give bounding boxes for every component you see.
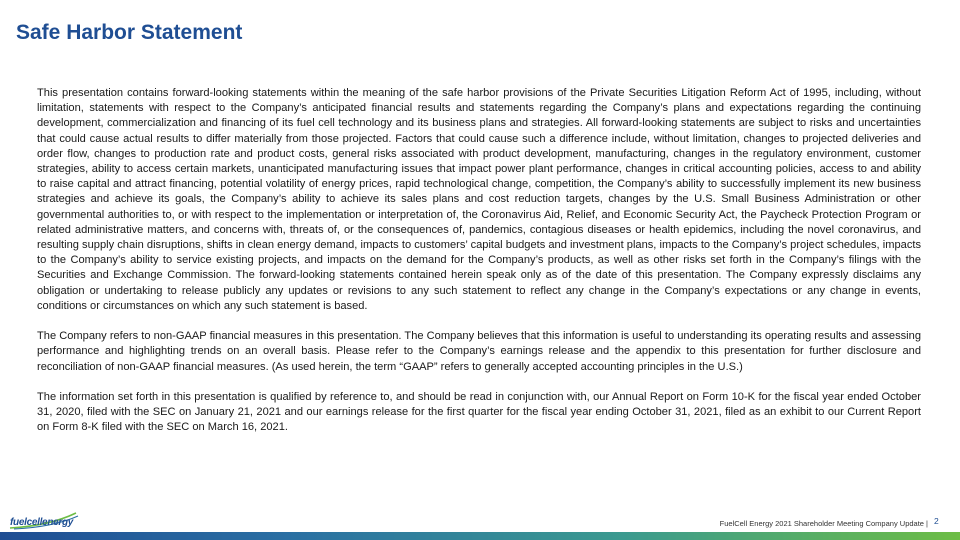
paragraph-forward-looking: This presentation contains forward-looking statements within the meaning of the safe harbor provisions of the Private Securities Litigation Reform Act of 1995, including, without limitation, statements with respect to the Company’s anticipated financial results and statements regarding the Company’s plans and expectations regarding the continuing development, commercialization and financing of its fuel cell technology and its business plans and strategies. All forward-looking statements are subject to risks and uncertainties that could cause actual results to differ materially from those projected. Factors that could cause such a difference include, without limitation, changes to projected deliveries and order flow, changes to production rate and product costs, general risks associated with product development, manufacturing, changes in the regulatory environment, customer strategies, ability to access certain markets, unanticipated manufacturing issues that impact power plant performance, changes in critical accounting policies, access to and ability to raise capital and attract financing, potential volatility of energy prices, rapid technological change, competition, the Company’s ability to successfully implement its new business strategies and achieve its goals, the Company’s ability to achieve its sales plans and cost reduction targets, changes by the U.S. Small Business Administration or other governmental authorities to, or with respect to the implementation or interpretation of, the Coronavirus Aid, Relief, and Economic Security Act, the Paycheck Protection Program or related administrative matters, and concerns with, threats of, or the consequences of, pandemics, contagious diseases or health epidemics, including the novel coronavirus, and resulting supply chain disruptions, shifts in clean energy demand, impacts to customers’ capital budgets and investment plans, impacts to the Company’s project schedules, impacts to the Company’s ability to service existing projects, and impacts on the demand for the Company’s products, as well as other risks set forth in the Company’s filings with the Securities and Exchange Commission. The forward-looking statements contained herein speak only as of the date of this presentation. The Company expressly disclaims any obligation or undertaking to release publicly any updates or revisions to any such statement to reflect any change in the Company’s expectations or any change in events, conditions or circumstances on which any such statement is based. (37, 87, 921, 312)
logo-text: fuelcellenergy (10, 517, 74, 528)
paragraph-non-gaap: The Company refers to non-GAAP financial measures in this presentation. The Company believes that this information is useful to understanding its operating results and assessing performance and highlighting trends on an overall basis. Please refer to the Company’s earnings release and the appendix to this presentation for further disclosure and reconciliation of non-GAAP financial measures. (As used herein, the term “GAAP” refers to generally accepted accounting principles in the U.S.) (37, 330, 921, 373)
page-number: 2 (934, 516, 939, 526)
footer-note: FuelCell Energy 2021 Shareholder Meeting Company Update | (719, 519, 928, 528)
slide-title: Safe Harbor Statement (16, 21, 243, 44)
paragraph-sec-filings: The information set forth in this presentation is qualified by reference to, and should be read in conjunction with, our Annual Report on Form 10-K for the fiscal year ended October 31, 2020, filed with the SEC on January 21, 2021 and our earnings release for the first quarter for the fiscal year ending October 31, 2021, filed as an exhibit to our Current Report on Form 8-K filed with the SEC on March 16, 2021. (37, 391, 921, 434)
bottom-gradient-bar (0, 532, 960, 540)
safe-harbor-body (37, 86, 921, 436)
company-logo (8, 512, 80, 530)
